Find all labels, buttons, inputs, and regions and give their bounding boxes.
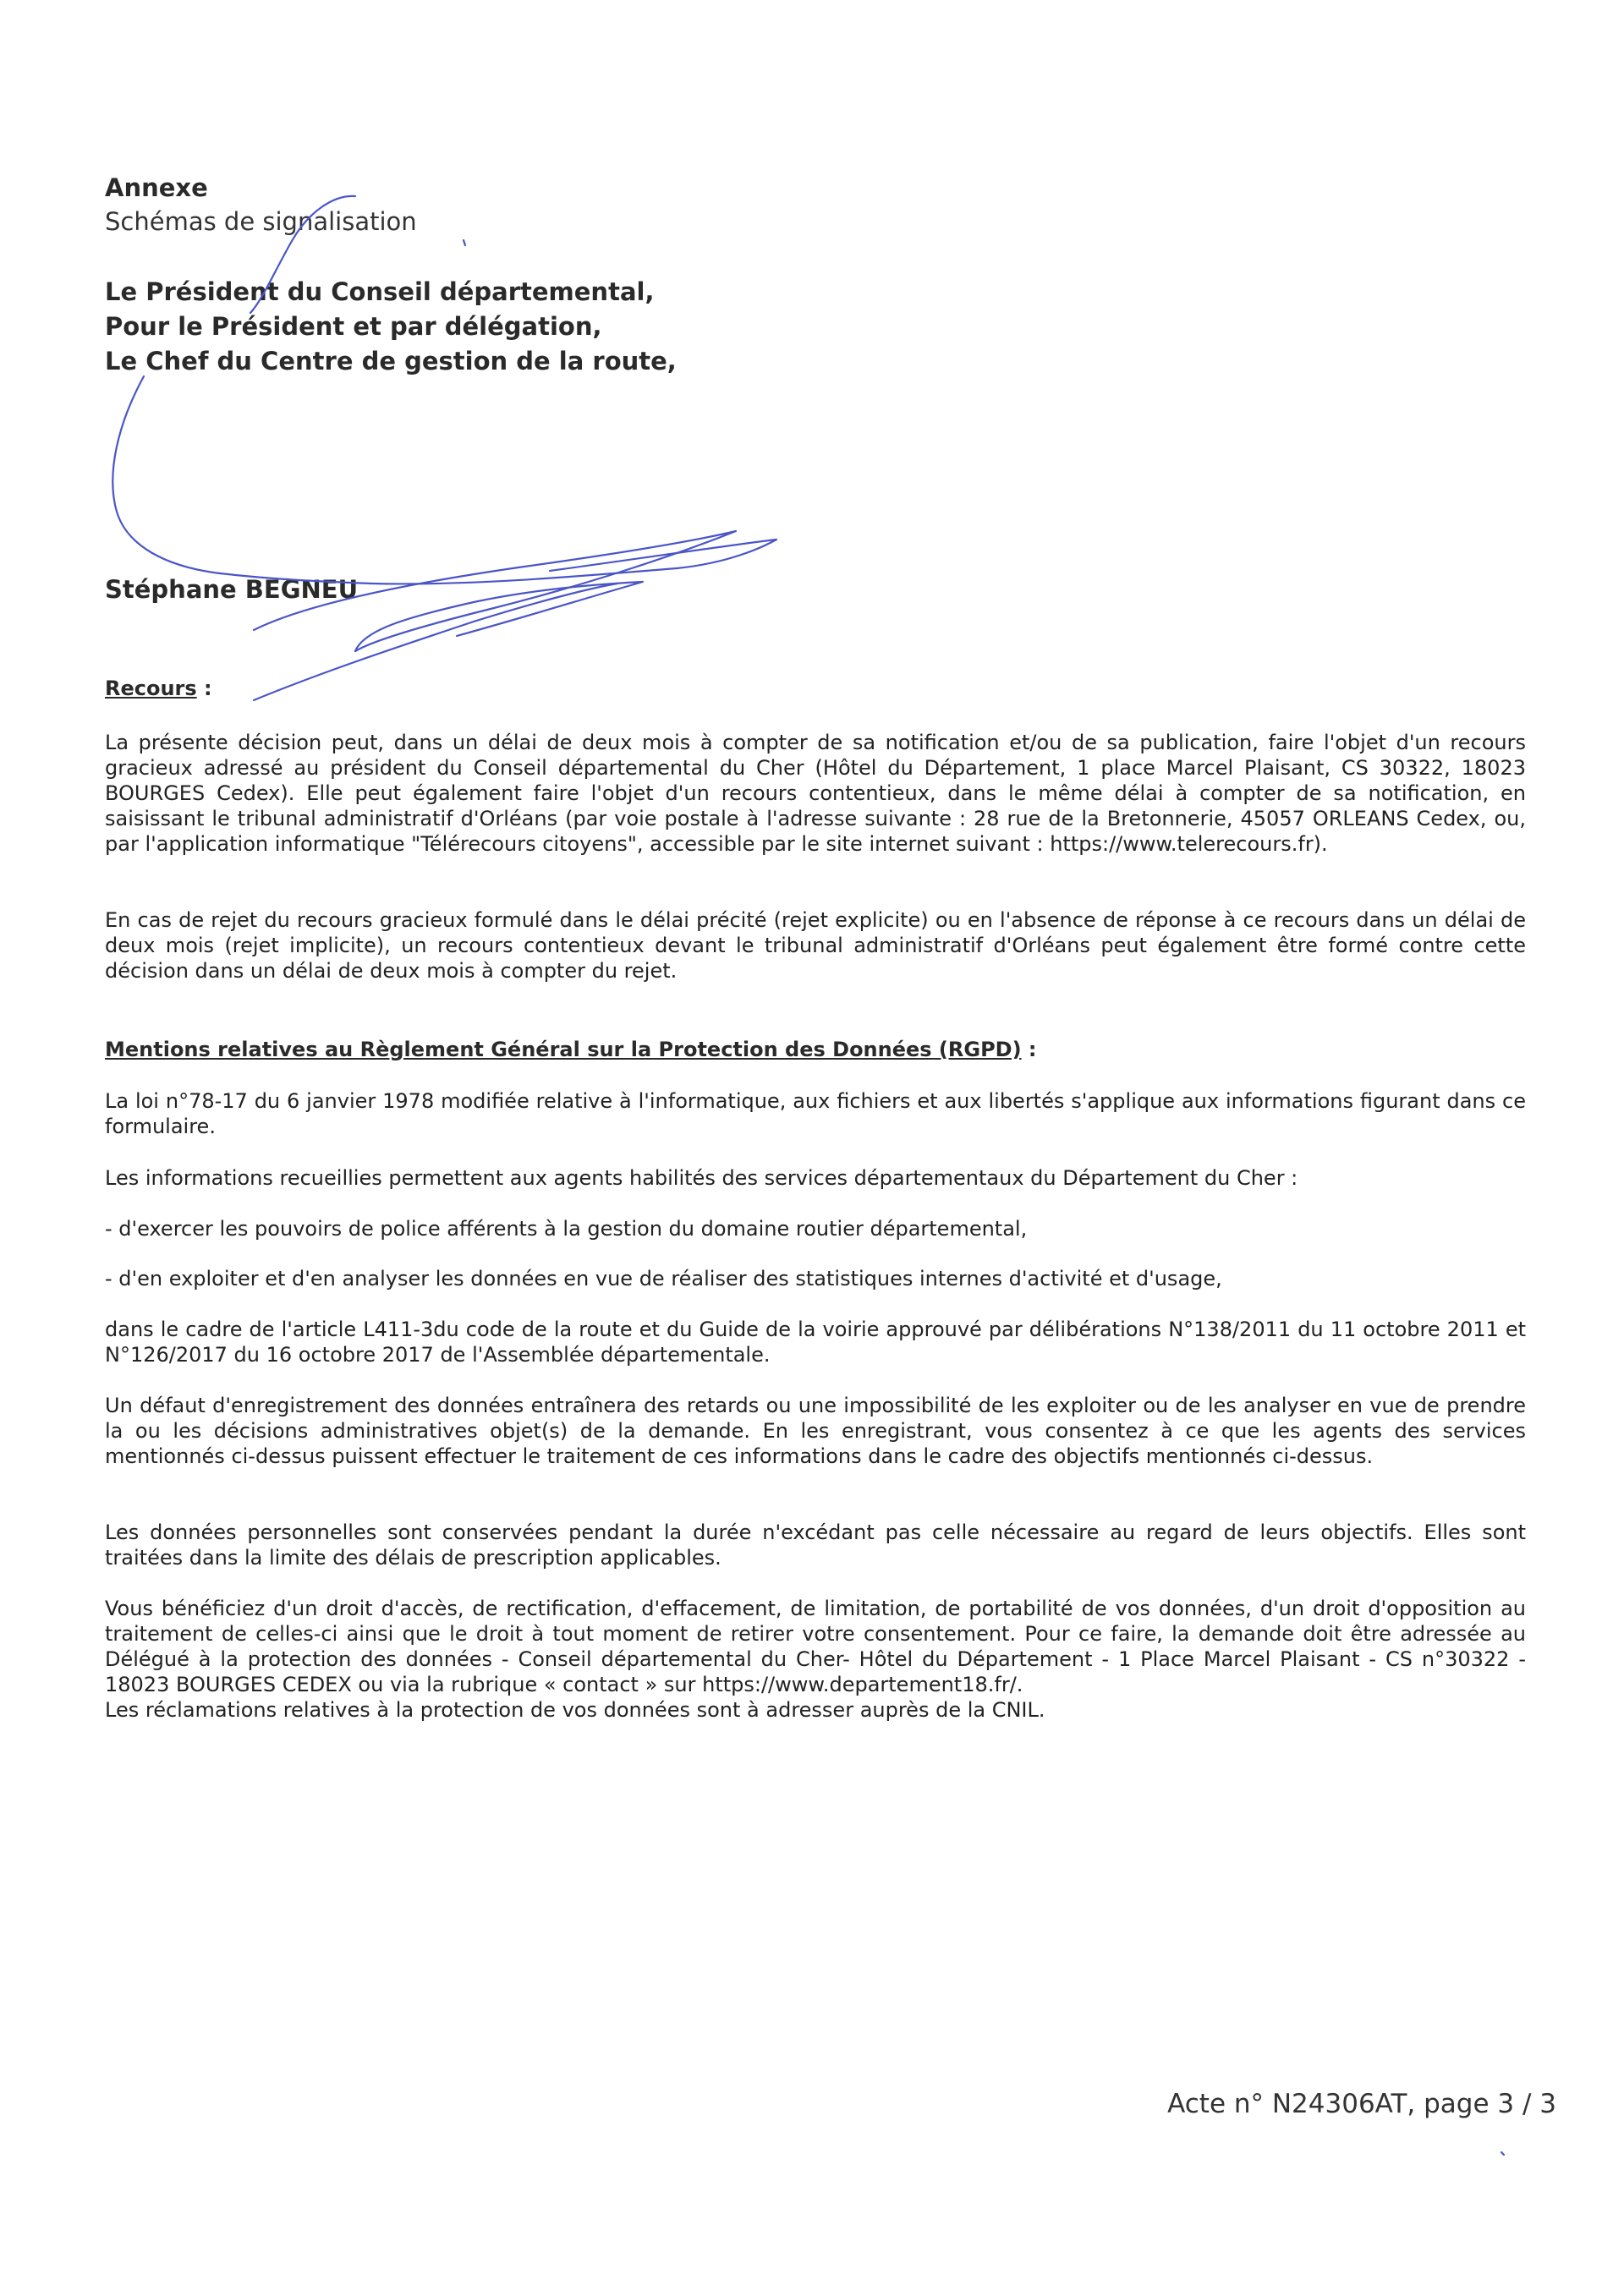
signer-name: Stéphane BEGNEU <box>105 575 359 604</box>
recours-heading-line <box>105 677 1526 700</box>
rgpd-paragraph-law: La loi n°78-17 du 6 janvier 1978 modifiée relative à l'informatique, aux fichiers et aux libertés s'applique aux informations figurant dans ce formulaire. <box>105 1089 1526 1138</box>
signatory-title-line-3: Le Chef du Centre de gestion de la route, <box>105 347 677 375</box>
signatory-block <box>105 275 1526 379</box>
recours-paragraph-2: En cas de rejet du recours gracieux formulé dans le délai précité (rejet explicite) ou en l'absence de réponse à ce recours dans un délai de deux mois (rejet implicite), un recours contentieux devant le tribunal administratif d'Orléans peut également être formé contre cette décision dans un délai de deux mois à compter du rejet. <box>105 908 1526 983</box>
recours-heading-suffix: : <box>196 677 212 700</box>
rgpd-paragraph-legal-basis: dans le cadre de l'article L411-3du code de la route et du Guide de la voirie approuvé par délibérations N°138/2011 du 11 octobre 2011 et N°126/2017 du 16 octobre 2017 de l'Assemblée départementale. <box>105 1318 1526 1367</box>
annexe-title: Annexe <box>105 173 208 202</box>
rgpd-bullet-police: - d'exercer les pouvoirs de police afférents à la gestion du domaine routier départemental, <box>105 1217 1028 1241</box>
annexe-subtitle: Schémas de signalisation <box>105 207 417 236</box>
signatory-title-line-2: Pour le Président et par délégation, <box>105 312 602 341</box>
rgpd-heading-line <box>105 1038 1526 1061</box>
recours-heading: Recours <box>105 677 197 700</box>
rgpd-paragraph-cnil: Les réclamations relatives à la protection de vos données sont à adresser auprès de la CNIL. <box>105 1698 1045 1722</box>
rgpd-paragraph-purpose: Les informations recueillies permettent aux agents habilités des services départementaux du Département du Cher : <box>105 1166 1298 1190</box>
rgpd-paragraph-consent: Un défaut d'enregistrement des données entraînera des retards ou une impossibilité de les exploiter ou de les analyser en vue de prendre la ou les décisions administratives objet(s) de la demande. En les enregistrant, vous consentez à ce que les agents des services mentionnés ci-dessus puissent effectuer le traitement de ces informations dans le cadre des objectifs mentionnés ci-dessus. <box>105 1394 1526 1468</box>
rgpd-paragraph-rights: Vous bénéficiez d'un droit d'accès, de rectification, d'effacement, de limitation, de portabilité de vos données, d'un droit d'opposition au traitement de celles-ci ainsi que le droit à tout moment de retirer votre consentement. Pour ce faire, la demande doit être adressée au Délégué à la protection des données - Conseil départemental du Cher- Hôtel du Département - 1 Place Marcel Plaisant - CS n°30322 - 18023 BOURGES CEDEX ou via la rubrique « contact » sur https://www.departement18.fr/. <box>105 1597 1526 1696</box>
rgpd-heading: Mentions relatives au Règlement Général sur la Protection des Données (RGPD) <box>105 1038 1022 1061</box>
rgpd-paragraph-retention: Les données personnelles sont conservées pendant la durée n'excédant pas celle nécessaire au regard de leurs objectifs. Elles sont traitées dans la limite des délais de prescription applicables. <box>105 1521 1526 1570</box>
acte-page-number: Acte n° N24306AT, page 3 / 3 <box>1167 2089 1556 2119</box>
recours-paragraph-1: La présente décision peut, dans un délai de deux mois à compter de sa notification et/ou de sa publication, faire l'objet d'un recours gracieux adressé au président du Conseil départemental du Cher (Hôtel du Département, 1 place Marcel Plaisant, CS 30322, 18023 BOURGES Cedex). Elle peut également faire l'objet d'un recours contentieux, dans le même délai à compter de sa notification, en saisissant le tribunal administratif d'Orléans (par voie postale à l'adresse suivante : 28 rue de la Bretonnerie, 45057 ORLEANS Cedex, ou, par l'application informatique "Télérecours citoyens", accessible par le site internet suivant : https://www.telerecours.fr). <box>105 731 1526 856</box>
rgpd-bullet-statistics: - d'en exploiter et d'en analyser les données en vue de réaliser des statistiques internes d'activité et d'usage, <box>105 1267 1222 1290</box>
signatory-title-line-1: Le Président du Conseil départemental, <box>105 277 655 306</box>
rgpd-heading-suffix: : <box>1021 1038 1037 1061</box>
